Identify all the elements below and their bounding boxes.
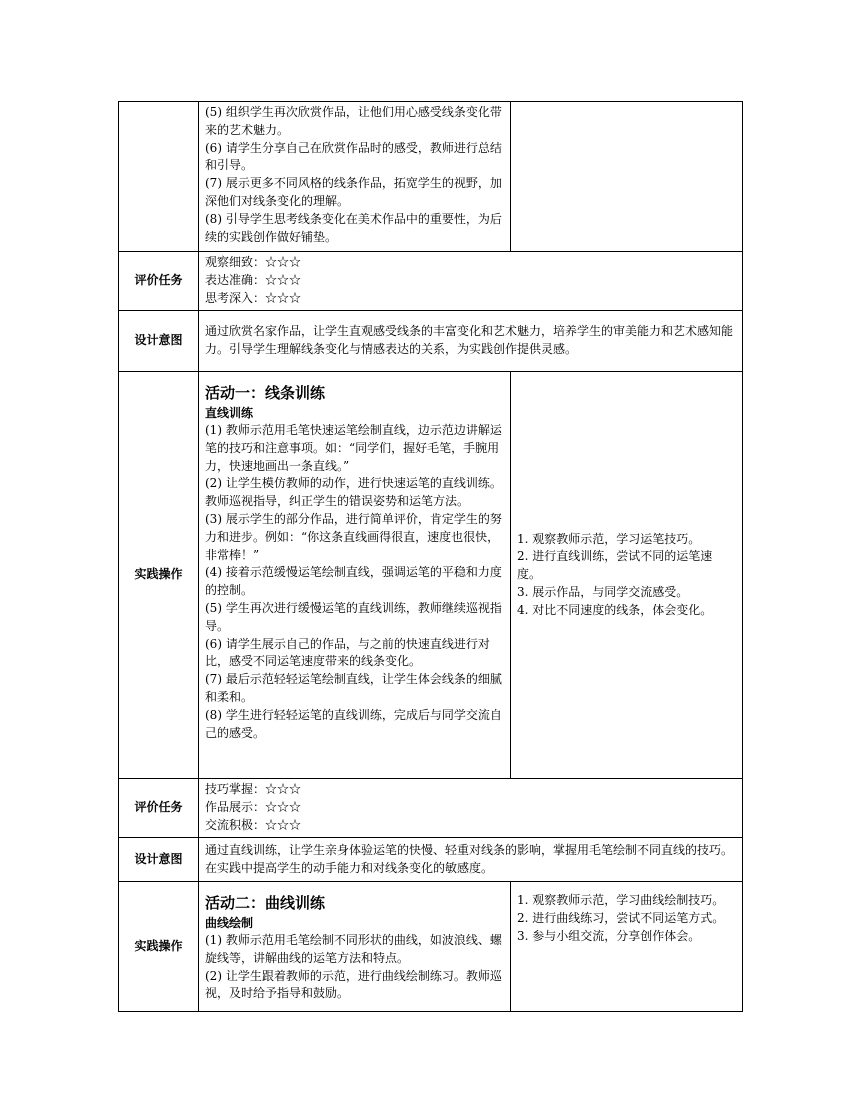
eval-item: 交流积极：☆☆☆ (205, 817, 302, 832)
step-text: (1) 教师示范用毛笔绘制不同形状的曲线，如波浪线、螺旋线等，讲解曲线的运笔方法和特点。 (205, 933, 502, 965)
teacher-steps-cell (199, 882, 511, 1012)
step-text: (8) 学生进行轻轻运笔的直线训练，完成后与同学交流自己的感受。 (205, 707, 502, 740)
teacher-steps-cell (199, 372, 511, 779)
step-text: (1) 教师示范用毛笔快速运笔绘制直线，边示范边讲解运笔的技巧和注意事项。如：“同学们，握好毛笔，手腕用力，快速地画出一条直线。” (205, 423, 502, 473)
step-text: (6) 请学生展示自己的作品，与之前的快速直线进行对比，感受不同运笔速度带来的线条变化。 (205, 636, 490, 669)
intent-cell (199, 311, 743, 372)
intent-text: 通过直线训练，让学生亲身体验运笔的快慢、轻重对线条的影响，掌握用毛笔绘制不同直线的技巧。在实践中提高学生的动手能力和对线条变化的敏感度。 (205, 842, 734, 875)
table-row (119, 882, 743, 1012)
table-row (119, 311, 743, 372)
student-step: 4. 对比不同速度的线条，体会变化。 (517, 602, 713, 617)
empty-label-cell (119, 102, 199, 252)
student-activity-cell (511, 372, 743, 779)
activity-subtitle: 直线训练 (205, 406, 254, 420)
student-step: 1. 观察教师示范，学习曲线绘制技巧。 (517, 893, 725, 907)
eval-item: 作品展示：☆☆☆ (205, 799, 302, 814)
row-label-intent: 设计意图 (119, 311, 199, 372)
student-step: 2. 进行直线训练，尝试不同的运笔速度。 (517, 549, 713, 582)
student-activity-cell (511, 102, 743, 252)
lesson-plan-table (118, 101, 743, 1012)
step-text: (2) 让学生跟着教师的示范，进行曲线绘制练习。教师巡视，及时给予指导和鼓励。 (205, 968, 502, 1001)
student-step: 3. 参与小组交流，分享创作体会。 (517, 928, 701, 943)
step-text: (5) 组织学生再次欣赏作品，让他们用心感受线条变化带来的艺术魅力。 (205, 105, 502, 137)
student-step: 3. 展示作品，与同学交流感受。 (517, 584, 689, 599)
activity-subtitle: 曲线绘制 (205, 916, 254, 930)
intent-cell (199, 838, 743, 882)
intent-text: 通过欣赏名家作品，让学生直观感受线条的丰富变化和艺术魅力，培养学生的审美能力和艺术感知能力。引导学生理解线条变化与情感表达的关系，为实践创作提供灵感。 (205, 324, 734, 356)
row-label-intent: 设计意图 (119, 838, 199, 882)
row-label-eval: 评价任务 (119, 252, 199, 311)
eval-cell (199, 779, 743, 838)
row-label-eval: 评价任务 (119, 779, 199, 838)
teacher-steps-cell (199, 102, 511, 252)
step-text: (3) 展示学生的部分作品，进行简单评价，肯定学生的努力和进步。例如：“你这条直线画得很直，速度也很快，非常棒！” (205, 511, 502, 562)
eval-item: 表达准确：☆☆☆ (205, 272, 302, 287)
eval-item: 技巧掌握：☆☆☆ (205, 782, 302, 796)
student-step: 1. 观察教师示范，学习运笔技巧。 (517, 531, 701, 546)
eval-item: 观察细致：☆☆☆ (205, 255, 302, 269)
table-row (119, 838, 743, 882)
step-text: (7) 展示更多不同风格的线条作品，拓宽学生的视野，加深他们对线条变化的理解。 (205, 176, 502, 208)
student-step: 2. 进行曲线练习，尝试不同运笔方式。 (517, 910, 725, 925)
table-row (119, 779, 743, 838)
table-row (119, 102, 743, 252)
row-label-practice: 实践操作 (119, 372, 199, 779)
student-activity-cell (511, 882, 743, 1012)
table-row (119, 372, 743, 779)
activity-title: 活动二：曲线训练 (205, 894, 326, 912)
row-label-practice: 实践操作 (119, 882, 199, 1012)
table-row (119, 252, 743, 311)
step-text: (8) 引导学生思考线条变化在美术作品中的重要性，为后续的实践创作做好铺垫。 (205, 211, 502, 244)
step-text: (5) 学生再次进行缓慢运笔的直线训练，教师继续巡视指导。 (205, 600, 502, 633)
eval-item: 思考深入：☆☆☆ (205, 290, 302, 305)
eval-cell (199, 252, 743, 311)
step-text: (6) 请学生分享自己在欣赏作品时的感受，教师进行总结和引导。 (205, 140, 502, 173)
step-text: (7) 最后示范轻轻运笔绘制直线，让学生体会线条的细腻和柔和。 (205, 672, 502, 704)
activity-title: 活动一：线条训练 (205, 384, 326, 402)
step-text: (4) 接着示范缓慢运笔绘制直线，强调运笔的平稳和力度的控制。 (205, 565, 502, 598)
step-text: (2) 让学生模仿教师的动作，进行快速运笔的直线训练。教师巡视指导，纠正学生的错误姿势和运笔方法。 (205, 476, 502, 509)
